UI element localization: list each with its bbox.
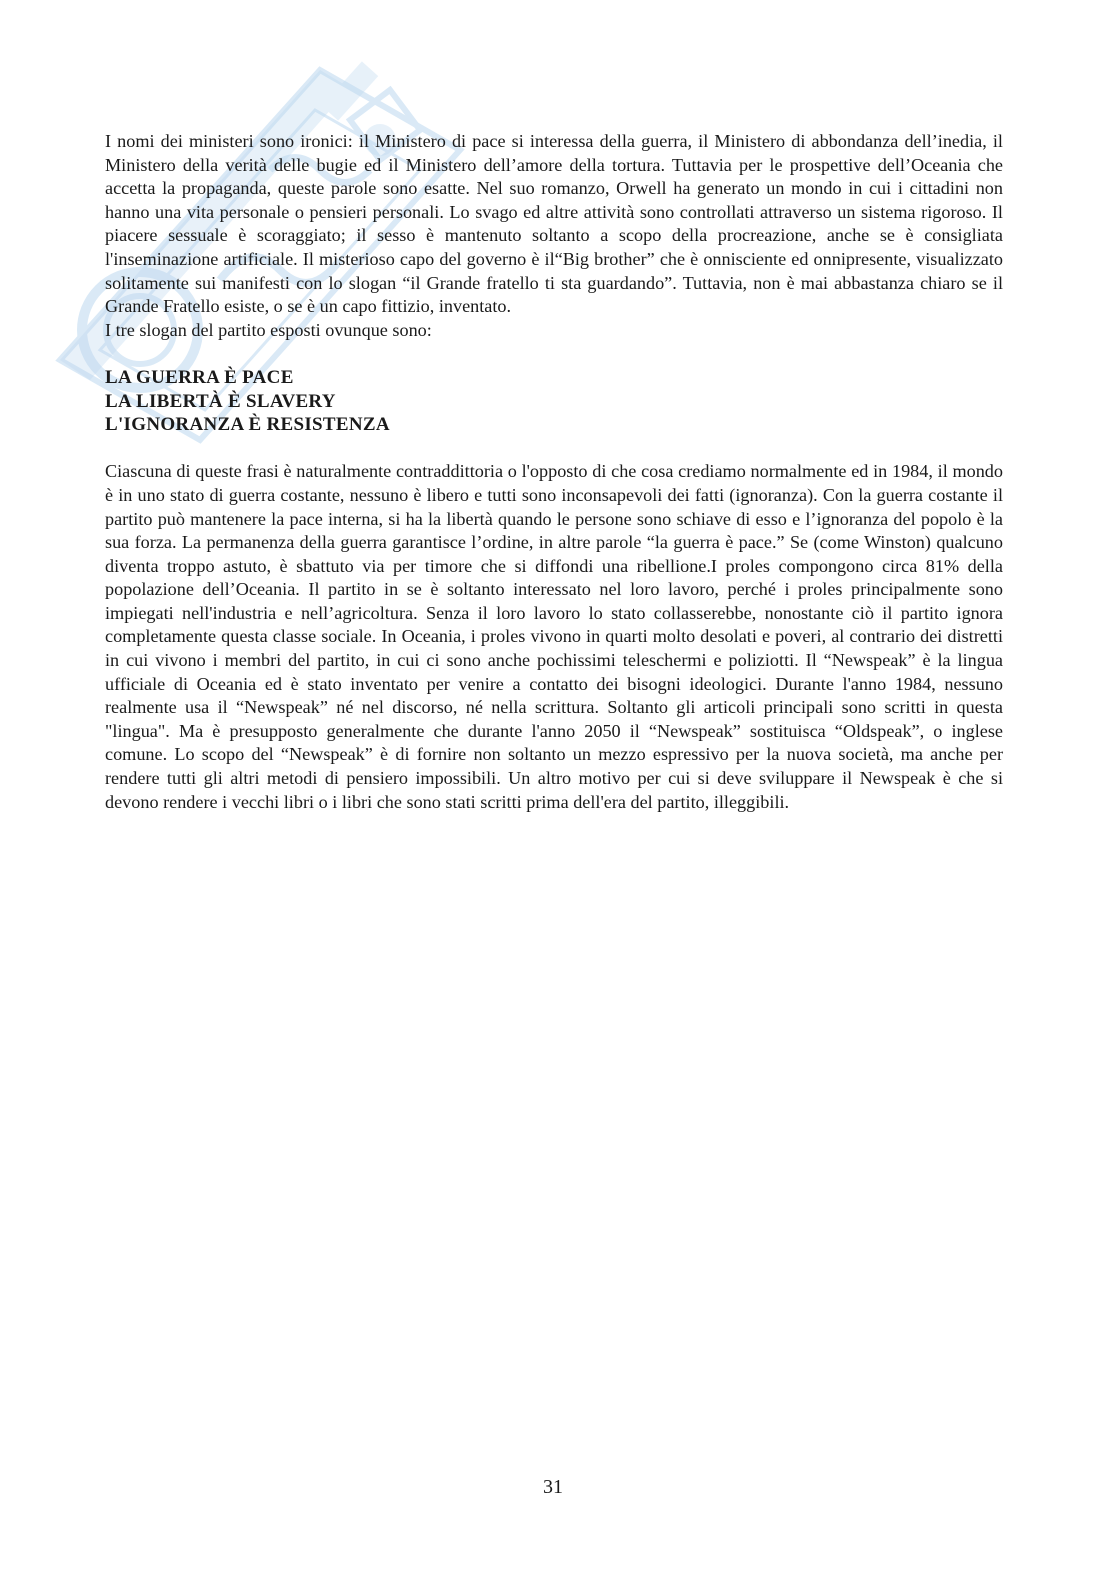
document-body — [105, 130, 1003, 814]
slogan-item: L'IGNORANZA È RESISTENZA — [105, 414, 390, 436]
party-slogans — [105, 366, 1003, 437]
page-number: 31 — [543, 1476, 563, 1498]
slogan-item: LA GUERRA È PACE — [105, 366, 294, 388]
slogans-intro: I tre slogan del partito esposti ovunque sono: — [105, 319, 432, 340]
paragraph-slogans-analysis: Ciascuna di queste frasi è naturalmente contraddittoria o l'opposto di che cosa crediamo normalmente ed in 1984, il mondo è in uno stato di guerra costante, nessuno è libero e tutti sono inconsapevoli dei fatti (ignoranza). Con la guerra costante il partito può mantenere la pace interna, si ha la libertà quando le persone sono schiave di esso e l’ignoranza del popolo è la sua forza. La permanenza della guerra garantisce l’ordine, in altre parole “la guerra è pace.” Se (come Winston) qualcuno diventa troppo astuto, è sbattuto via per timore che si diffondi una ribellione.I proles compongono circa 81% della popolazione dell’Oceania. Il partito in se è soltanto interessato nel loro lavoro, perché i proles principalmente sono impiegati nell'industria e nell’agricoltura. Senza il loro lavoro lo stato collasserebbe, nonostante ciò il partito ignora completamente questa classe sociale. In Oceania, i proles vivono in quarti molto desolati e poveri, al contrario dei distretti in cui vivono i membri del partito, in cui ci sono anche pochissimi teleschermi e poliziotti. Il “Newspeak” è la lingua ufficiale di Oceania ed è stato inventato per venire a contatto dei bisogni ideologici. Durante l'anno 1984, nessuno realmente usa il “Newspeak” né nel discorso, né nella scrittura. Soltanto gli articoli principali sono scritti in questa "lingua". Ma è presupposto generalmente che durante l'anno 2050 il “Newspeak” sostituisca “Oldspeak”, o inglese comune. Lo scopo del “Newspeak” è di fornire non soltanto un mezzo espressivo per la nuova società, ma anche per rendere tutti gli altri metodi di pensiero impossibili. Un altro motivo per cui si deve sviluppare il Newspeak è che si devono rendere i vecchi libri o i libri che sono stati scritti prima dell'era del partito, illeggibili. — [105, 461, 1003, 812]
paragraph-ministries: I nomi dei ministeri sono ironici: il Ministero di pace si interessa della guerra, il Ministero di abbondanza dell’inedia, il Ministero della verità delle bugie ed il Ministero dell’amore della tortura. Tuttavia per le prospettive dell’Oceania che accetta la propaganda, queste parole sono esatte. Nel suo romanzo, Orwell ha generato un mondo in cui i cittadini non hanno una vita personale o pensieri personali. Lo svago ed altre attività sono controllati attraverso un sistema rigoroso. Il piacere sessuale è scoraggiato; il sesso è mantenuto soltanto a scopo della procreazione, anche se è consigliata l'inseminazione artificiale. Il misterioso capo del governo è il“Big brother” che è onnisciente ed onnipresente, visualizzato solitamente sui manifesti con lo slogan “il Grande fratello ti sta guardando”. Tuttavia, non è mai abbastanza chiaro se il Grande Fratello esiste, o se è un capo fittizio, inventato. — [105, 131, 1003, 317]
slogan-item: LA LIBERTÀ È SLAVERY — [105, 390, 336, 412]
